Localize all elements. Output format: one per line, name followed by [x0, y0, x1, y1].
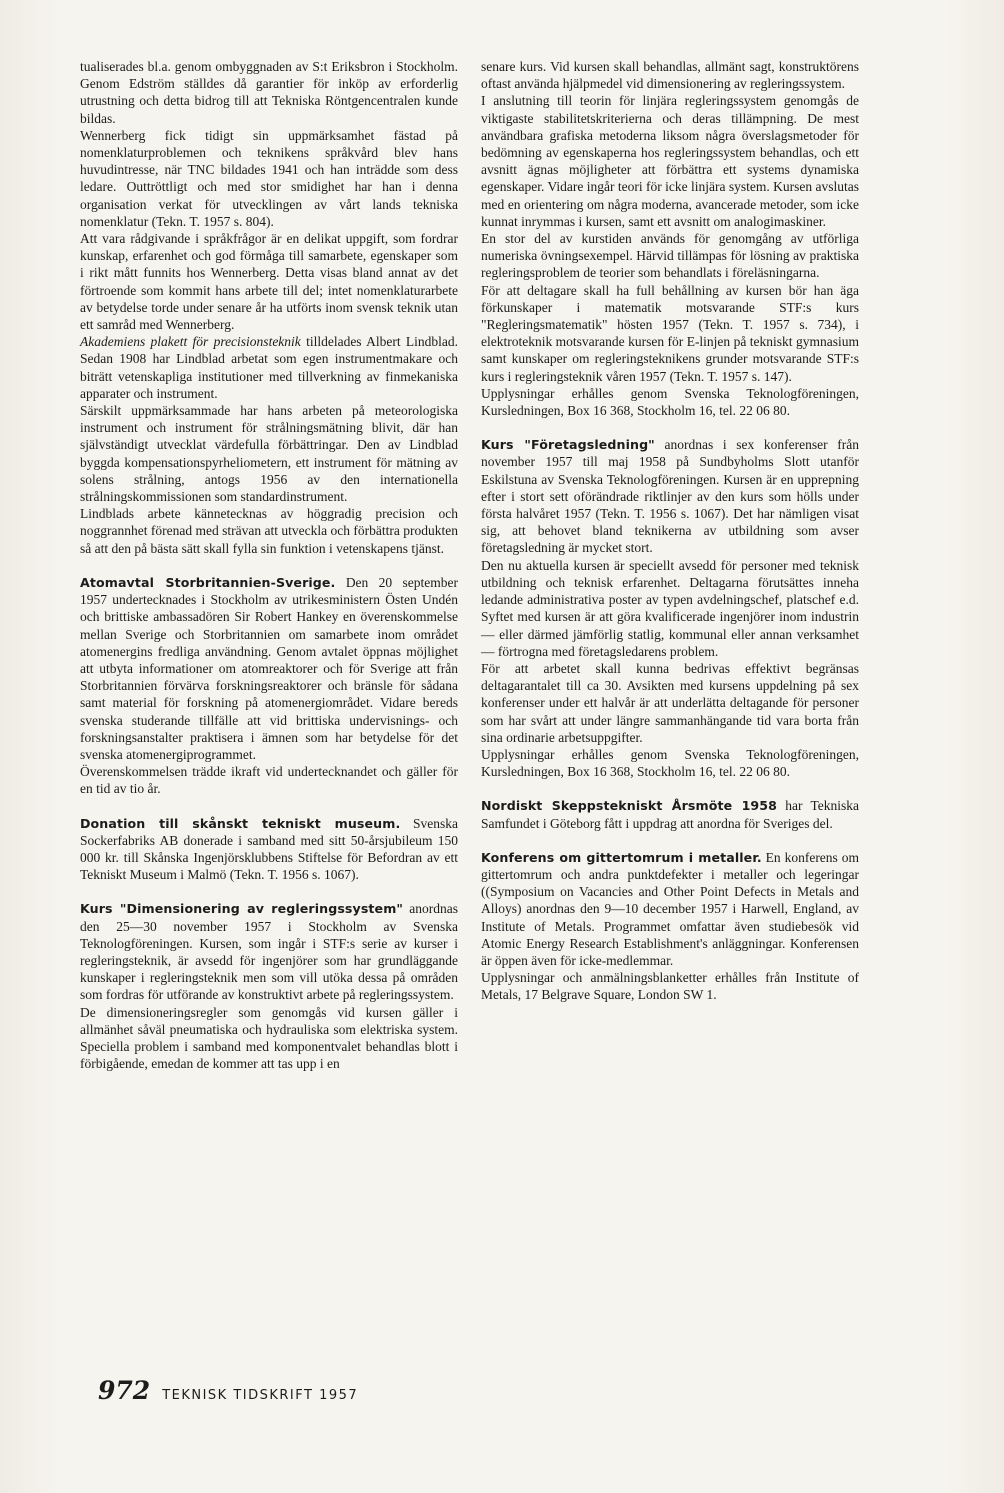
article-heading: Atomavtal Storbritannien-Sverige.	[80, 574, 336, 590]
article-skeppstekniskt	[481, 797, 859, 831]
article-heading: Kurs "Företagsledning"	[481, 437, 655, 453]
article-heading: Nordiskt Skeppstekniskt Årsmöte 1958	[481, 798, 778, 814]
paragraph: Upplysningar och anmälningsblanketter erhålles från Institute of Metals, 17 Belgrave Square, London SW 1.	[481, 970, 859, 1003]
section-gap	[80, 557, 458, 574]
paragraph: Särskilt uppmärksammade har hans arbeten på meteorologiska instrument och instrument för strålningsmätning blivit, där han självständigt utvecklat värdefulla förbättringar. Den av Lindblad byggda kompensationspyrheliometern, ett instrument för mätning av solens strålning, antogs 1956 av den internationella strålningskommissionen som standardinstrument.	[80, 403, 458, 505]
section-gap	[481, 832, 859, 849]
page-number: 972	[98, 1376, 151, 1405]
page-footer	[98, 1376, 358, 1405]
paragraph-text: tilldelades Albert Lindblad. Sedan 1908 har Lindblad arbetat som egen instrumentmakare och biträtt vetenskapliga institutioner med tillverkning av finmekaniska apparater och instrument.	[80, 334, 458, 401]
paragraph-text: En konferens om gittertomrum och andra punktdefekter i metaller och legeringar ((Symposium on Vacancies and Other Point Defects in Metals and Alloys) anordnas den 9—10 december 1957 i Harwell, England, av Institute of Metals. Programmet omfattar även studiebesök vid Atomic Energy Research Establishment's anläggningar. Konferensen är öppen även för icke-medlemmar.	[481, 849, 859, 968]
paragraph-text: Den 20 september 1957 undertecknades i Stockholm av utrikesministern Östen Undén och brittiske ambassadören Sir Robert Hankey en överenskommelse mellan Sverige och Storbritannien om samarbete inom området atomenergins fredliga användning. Genom avtalet öppnas möjlighet att utbyta informationer om atomreaktorer och för Sverige att från Storbritannien förvärva forskningsreaktorer och bränsle för sådana samt material för forskning på atomenergiområdet. Vidare bereds svenska studerande tillfälle att vid brittiska undervisnings- och forskningsanstalter praktisera i ämnen som har betydelse för det svenska atomenergiprogrammet.	[80, 574, 458, 762]
paragraph: Upplysningar erhålles genom Svenska Teknologföreningen, Kursledningen, Box 16 368, Stockholm 16, tel. 22 06 80.	[481, 385, 859, 419]
section-gap	[80, 798, 458, 815]
paragraph: Lindblads arbete kännetecknas av höggradig precision och noggrannhet förenad med strävan att utveckla och förbättra produkten så att den på bästa sätt skall fylla sin funktion i vetenskapens tjänst.	[80, 506, 458, 556]
paragraph	[80, 333, 458, 402]
paragraph: Upplysningar erhålles genom Svenska Teknologföreningen, Kursledningen, Box 16 368, Stockholm 16, tel. 22 06 80.	[481, 746, 859, 780]
paragraph: Överenskommelsen trädde ikraft vid undertecknandet och gäller för en tid av tio år.	[80, 764, 458, 797]
paragraph: För att deltagare skall ha full behållning av kursen bör han äga förkunskaper i matematik motsvarande STF:s kurs "Regleringsmatematik" hösten 1957 (Tekn. T. 1957 s. 734), i elektroteknik motsvarande kursen för E-linjen på tekniskt gymnasium samt kunskaper om regleringsteknikens grunder motsvarande STF:s kurs i regleringsteknik våren 1957 (Tekn. T. 1957 s. 147).	[481, 282, 859, 384]
section-gap	[481, 780, 859, 797]
paragraph: För att arbetet skall kunna bedrivas effektivt begränsas deltagarantalet till ca 30. Avsikten med kursens uppdelning på sex konferenser under ett halvår är att underlätta deltagande för personer som har svårt att under längre sammanhängande tid vara borta från sina ordinarie arbetsuppgifter.	[481, 660, 859, 745]
paragraph: Den nu aktuella kursen är speciellt avsedd för personer med teknisk utbildning och teknisk erfarenhet. Deltagarna förutsättes inneha ledande administrativa poster av typen avdelningschef, platschef e.d. Syftet med kursen är att göra kvalificerade ingenjörer inom industrin — eller därmed jämförlig statlig, kommunal eller annan verksamhet — förtrogna med företagsledarens problem.	[481, 557, 859, 659]
paragraph: De dimensioneringsregler som genomgås vid kursen gäller i allmänhet såväl pneumatiska och hydrauliska som elektriska system. Speciella problem i samband med komponentvalet behandlas blott i förbigående, emedan de kommer att tas upp i en	[80, 1004, 458, 1072]
publication-title: TEKNISK TIDSKRIFT 1957	[162, 1388, 359, 1403]
paragraph: Att vara rådgivande i språkfrågor är en delikat uppgift, som fordrar kunskap, erfarenhet och god förmåga till samarbete, egenskaper som i rikt mått funnits hos Wennerberg. Detta visas bland annat av det förtroende som kommit hans arbete till del; intet nomenklaturarbete av betydelse torde under senare år ha utförts inom svensk teknik utan ett samråd med Wennerberg.	[80, 231, 458, 333]
section-gap	[80, 883, 458, 900]
award-title: Akademiens plakett för precisionsteknik	[80, 334, 301, 350]
article-kurs-dimensionering	[80, 900, 458, 1003]
paragraph: Wennerberg fick tidigt sin uppmärksamhet fästad på nomenklaturproblemen och teknikens språkvård blev hans huvudintresse, när TNC bildades 1941 och han inträdde som dess ledare. Outtröttligt och med stor smidighet har han i denna organisation verkat för utvecklingen av vårt lands tekniska nomenklatur (Tekn. T. 1957 s. 804).	[80, 127, 458, 229]
paragraph: En stor del av kurstiden används för genomgång av utförliga numeriska övningsexempel. Härvid tillämpas för lösning av praktiska regleringsproblem de teorier som behandlats i föreläsningarna.	[481, 231, 859, 281]
article-heading: Kurs "Dimensionering av regleringssystem"	[80, 901, 404, 917]
article-heading: Donation till skånskt tekniskt museum.	[80, 815, 401, 831]
paragraph-text: har Tekniska Samfundet i Göteborg fått i uppdrag att anordna för Sveriges del.	[481, 798, 859, 831]
paragraph: senare kurs. Vid kursen skall behandlas, allmänt sagt, konstruktörens oftast använda hjälpmedel vid dimensionering av regleringssystem.	[481, 59, 859, 92]
paragraph: I anslutning till teorin för linjära regleringssystem genomgås de viktigaste stabilitetskriterierna och deras tillämpning. De mest användbara grafiska metoderna liksom några överslagsmetoder för bedömning av egenskaperna hos regleringssystem behandlas, och ett avsnitt ägnas möjligheter att förbättra ett systems dynamiska egenskaper. Vidare ingår teori för icke linjära system. Kursen avslutas med en orientering om några moderna, avancerade metoder, som icke kunnat inrymmas i kursen, samt ett avsnitt om analogimaskiner.	[481, 93, 859, 229]
left-column	[80, 58, 458, 1072]
article-kurs-foretagsledning	[481, 436, 859, 556]
paragraph-text: anordnas den 25—30 november 1957 i Stockholm av Svenska Teknologföreningen. Kursen, som ingår i STF:s serie av kurser i regleringsteknik, är avsedd för ingenjörer som har grundläggande kunskaper i regleringsteknik men som vill utöka dessa på områden som fordras för utförande av konstruktivt arbete på regleringssystem.	[80, 901, 458, 1003]
article-atomavtal	[80, 574, 458, 763]
article-donation	[80, 815, 458, 884]
paragraph-text: anordnas i sex konferenser från november 1957 till maj 1958 på Sundbyholms Slott utanför Eskilstuna av Svenska Teknologföreningen. Kursen är en upprepning efter i stort sett oförändrade riktlinjer av den kurs som hölls under första halvåret 1957 (Tekn. T. 1956 s. 1067). Det har nämligen visat sig, att behovet bland teknikerna av utbildning som avser företagsledning är mycket stort.	[481, 437, 859, 556]
paragraph-text: Svenska Sockerfabriks AB donerade i samband med sitt 50-årsjubileum 150 000 kr. till Skånska Ingenjörsklubbens Stiftelse för Befordran av ett Tekniskt Museum i Malmö (Tekn. T. 1956 s. 1067).	[80, 815, 459, 883]
article-gittertomrum	[481, 849, 859, 969]
right-column	[481, 58, 859, 1004]
article-heading: Konferens om gittertomrum i metaller.	[481, 849, 762, 865]
paragraph: tualiserades bl.a. genom ombyggnaden av S:t Eriksbron i Stockholm. Genom Edström ställdes då garantier för inköp av erforderlig utrustning och detta bidrog till att Tekniska Röntgencentralen kunde bildas.	[80, 59, 458, 126]
section-gap	[481, 419, 859, 436]
